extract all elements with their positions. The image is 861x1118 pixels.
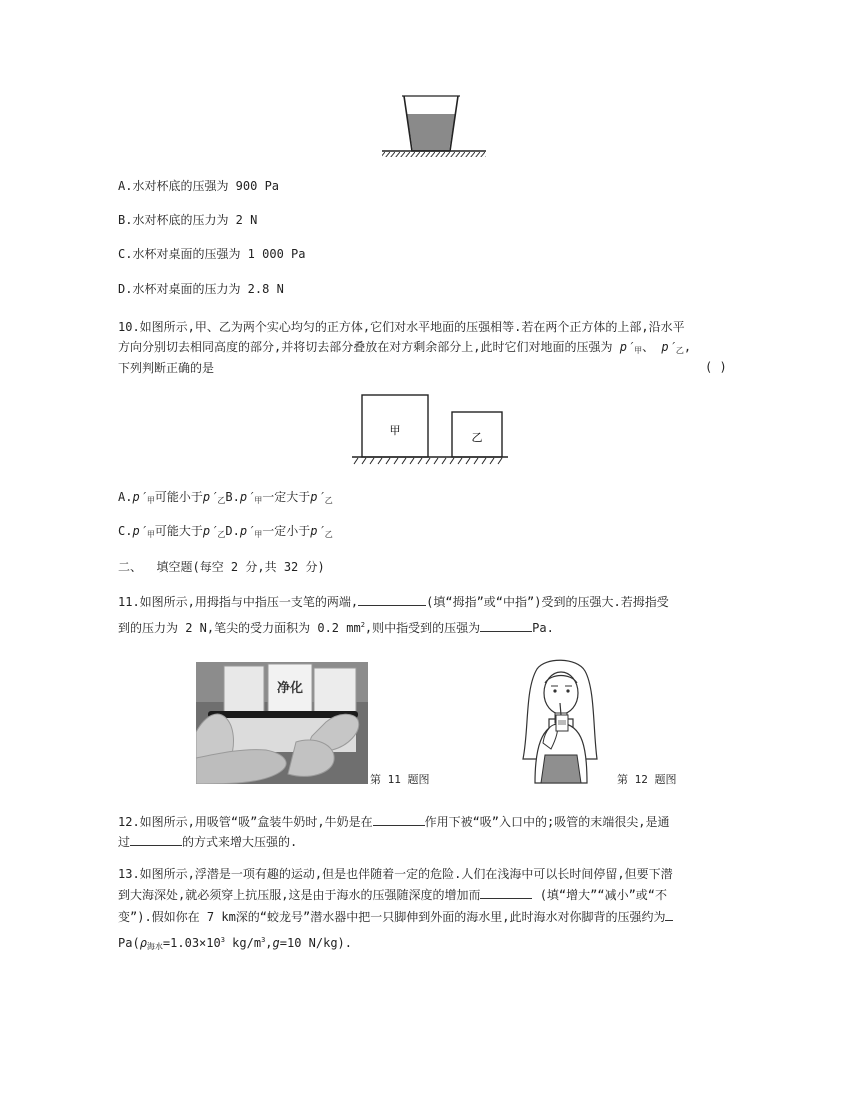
q12-figure-caption: 第 12 题图 xyxy=(617,773,677,786)
ground-hatch xyxy=(354,458,502,464)
q9-option-b: B.水对杯底的压力为 2 N xyxy=(118,213,258,227)
q10-options-ab: $A.p'_甲$可能小于$p'_乙B.p'_甲$一定大于$p'_乙$ xyxy=(118,490,333,505)
q13-text-line4: $Pa(\rho_{海水}=1.03\times 10^3$ $kg/m^3,g=10$ N/kg). xyxy=(118,936,352,951)
q10-text-line2: 方向分别切去相同高度的部分,并将切去部分叠放在对方剩余部分上,此时它们对地面的压强为 $p'_甲$、 $p'_乙$, xyxy=(118,340,692,355)
q11-figure-caption: 第 11 题图 xyxy=(370,773,430,786)
cube-jia-label: 甲 xyxy=(389,424,401,437)
q12-text-line1: 12.如图所示,用吸管“吸”盒装牛奶时,牛奶是在 作用下被“吸”入口中的;吸管的末端很尖,是通 xyxy=(118,815,670,829)
q10-text-line3: 下列判断正确的是 xyxy=(118,361,215,375)
q11-photo xyxy=(196,662,368,784)
section-heading: 二、 填空题(每空 2 分,共 32 分) xyxy=(118,560,325,574)
q12-blank-2[interactable] xyxy=(130,834,182,846)
q13-text-line2: 到大海深处,就必须穿上抗压服,这是由于海水的压强随深度的增加而 (填“增大”“减小”或“不 xyxy=(118,888,668,902)
q12-figure xyxy=(515,659,605,785)
cup-water xyxy=(407,114,455,151)
q10-options-cd: $C.p'_甲$可能大于$p'_乙D.p'_甲$一定小于$p'_乙$ xyxy=(118,524,333,539)
q11-text-line2: 到的压力为 2 N,笔尖的受力面积为 0.2 $mm^2$,则中指受到的压强为 Pa. xyxy=(118,621,554,635)
answer-paren: ( ) xyxy=(705,360,727,374)
q10-text-line1: 10.如图所示,甲、乙为两个实心均匀的正方体,它们对水平地面的压强相等.若在两个正方体的上部,沿水平 xyxy=(118,320,685,334)
q12-text-line2: 过 的方式来增大压强的. xyxy=(118,835,298,849)
table-hatch xyxy=(382,152,486,157)
q11-blank-1[interactable] xyxy=(358,594,426,606)
cubes-figure xyxy=(350,394,510,466)
q13-text-line3: 变”).假如你在 7 km深的“蛟龙号”潜水器中把一只脚伸到外面的海水里,此时海水对你脚背的压强约为 xyxy=(118,909,673,925)
q9-option-a: A.水对杯底的压强为 900 Pa xyxy=(118,179,280,193)
q13-text-line1: 13.如图所示,浮潜是一项有趣的运动,但是也伴随着一定的危险.人们在浅海中可以长时间停留,但要下潜 xyxy=(118,867,673,881)
milk-box-label: 净化 xyxy=(276,681,304,696)
q13-blank-2[interactable] xyxy=(665,909,673,921)
q13-blank-1[interactable] xyxy=(480,887,532,899)
q11-blank-2[interactable] xyxy=(480,620,532,632)
q11-text-line1: 11.如图所示,用拇指与中指压一支笔的两端, (填“拇指”或“中指”)受到的压强大.若拇指受 xyxy=(118,595,669,609)
q9-option-d: D.水杯对桌面的压力为 2.8 N xyxy=(118,282,284,296)
q12-blank-1[interactable] xyxy=(373,814,425,826)
cube-yi-label: 乙 xyxy=(471,431,483,444)
q9-option-c: C.水杯对桌面的压强为 1 000 Pa xyxy=(118,247,306,261)
cup-figure xyxy=(380,92,490,158)
